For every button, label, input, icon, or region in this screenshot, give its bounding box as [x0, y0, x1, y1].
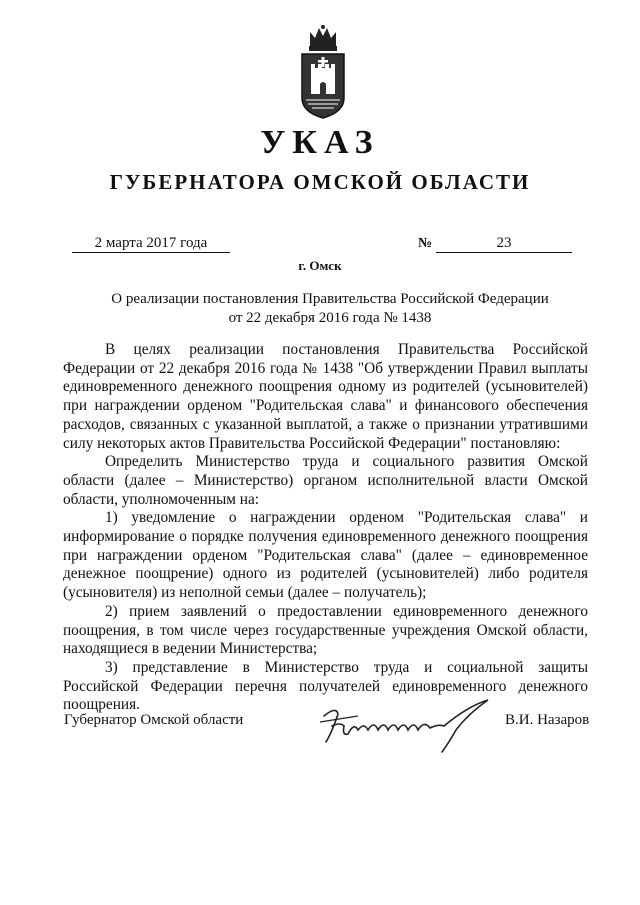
document-body: [63, 341, 588, 715]
document-issuer: ГУБЕРНАТОРА ОМСКОЙ ОБЛАСТИ: [109, 170, 531, 194]
document-subject: [80, 290, 580, 328]
document-title: УКАЗ: [260, 124, 380, 161]
body-paragraph: Определить Министерство труда и социального развития Омской области (далее – Министерство) органом исполнительной власти Омской области, уполномоченным на:: [63, 453, 588, 508]
subject-line: от 22 декабря 2016 года № 1438: [228, 310, 432, 326]
document-city: г. Омск: [298, 258, 342, 273]
number-label: №: [418, 236, 433, 251]
signatory-position: Губернатор Омской области: [64, 712, 244, 728]
body-paragraph: 2) прием заявлений о предоставлении единовременного денежного поощрения, в том числе через государственные учреждения Омской области, находящиеся в ведении Министерства;: [63, 602, 588, 658]
document-number: 23: [436, 234, 572, 253]
signatory-name: В.И. Назаров: [505, 712, 590, 728]
signature-icon: [318, 696, 498, 756]
body-paragraph: В целях реализации постановления Правительства Российской Федерации от 22 декабря 2016 года № 1438 "Об утверждении Правил выплаты единовременного денежного поощрения одному из родителей (усыновителей) при награждении орденом "Родительская слава" и финансового обеспечения расходов, связанных с указанной выплатой, а также о признании утратившими силу некоторых актов Правительства Российской Федерации" постановляю:: [63, 341, 588, 452]
document-date: 2 марта 2017 года: [72, 234, 230, 253]
coat-of-arms-icon: [296, 24, 350, 120]
body-paragraph: 1) уведомление о награждении орденом "Родительская слава" и информирование о порядке получения единовременного денежного поощрения при награждении орденом "Родительская слава" (далее – единовременное денежное поощрение) одного из родителей (усыновителей) либо родителя (усыновителя) из неполной семьи (далее – получатель);: [63, 509, 588, 602]
body-paragraph: 3) представление в Министерство труда и социальной защиты Российской Федерации перечня получателей единовременного денежного поощрения.: [63, 658, 588, 714]
subject-line: О реализации постановления Правительства Российской Федерации: [111, 291, 549, 307]
